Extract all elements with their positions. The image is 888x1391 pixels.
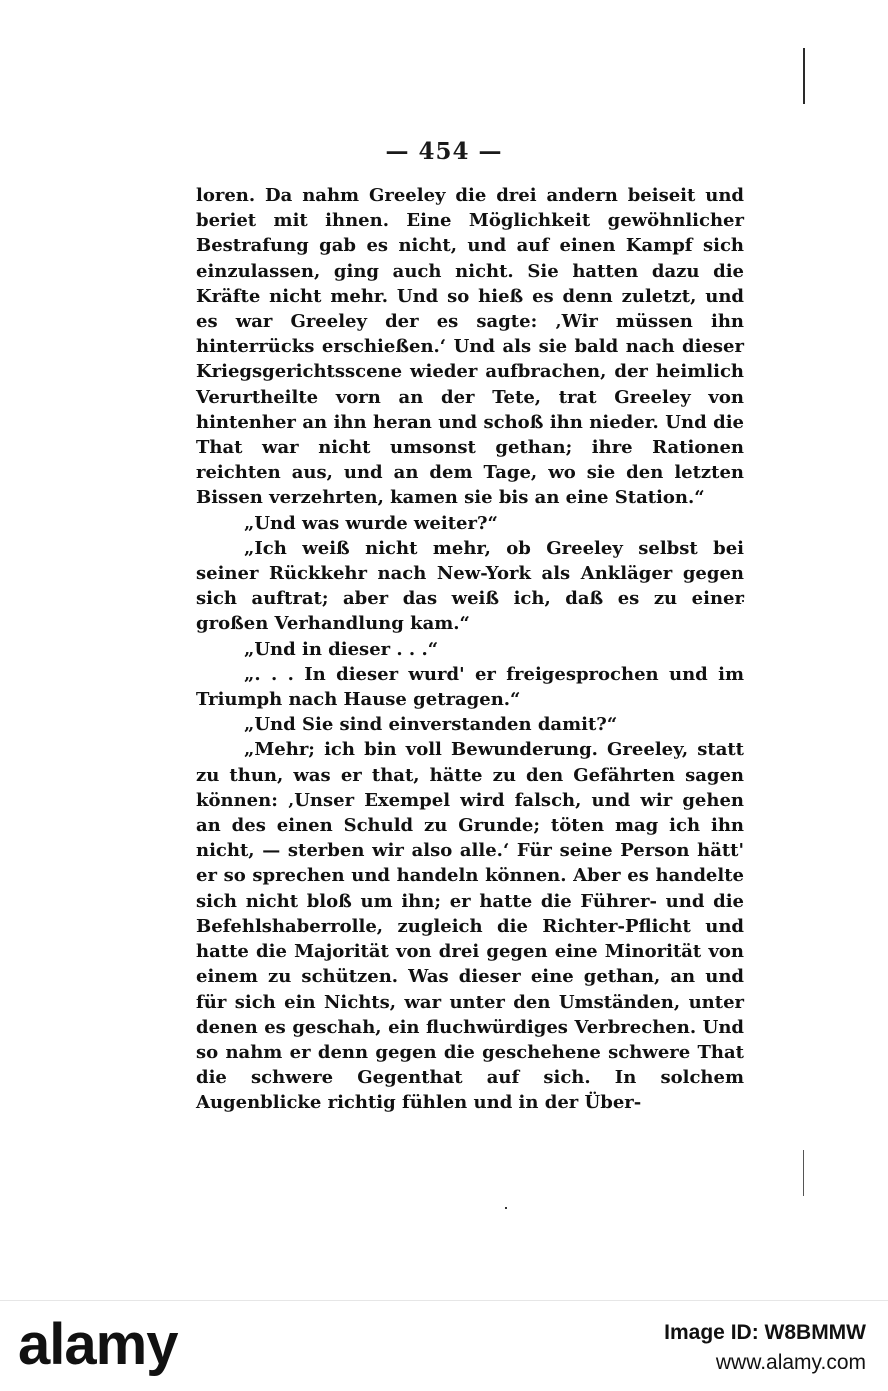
alamy-logo: alamy bbox=[18, 1312, 178, 1377]
margin-rule-bottom bbox=[803, 1150, 804, 1196]
page-number: — 454 — bbox=[385, 138, 503, 165]
paragraph: „Mehr; ich bin voll Bewunderung. Greeley, statt zu thun, was er that, hätte zu den Gefährten sagen können: ‚Unser Exempel wird falsch, und wir gehen an des einen Schuld zu Grunde; töten mag ich ihn nicht, — sterben wir also alle.‘ Für seine Person hätt' er so sprechen und handeln können. Aber es handelte sich nicht bloß um ihn; er hatte die Führer- und die Befehlshaberrolle, zugleich die Richter-Pflicht und hatte die Majorität von drei gegen eine Minorität von einem zu schützen. Was dieser eine gethan, an und für sich ein Nichts, war unter den Umständen, unter denen es geschah, ein fluchwürdiges Verbrechen. Und so nahm er denn gegen die geschehene schwere That die schwere Gegenthat auf sich. In solchem Augenblicke richtig fühlen und in der Über- bbox=[196, 739, 744, 1114]
paragraph: „. . . In dieser wurd' er freigesprochen und im Triumph nach Hause getragen.“ bbox=[196, 663, 744, 711]
paragraph: „Ich weiß nicht mehr, ob Greeley selbst bei seiner Rückkehr nach New-York als Ankläger gegen sich auftrat; aber das weiß ich, daß es zu einer großen Verhandlung kam.“ bbox=[196, 537, 744, 635]
footer-url: www.alamy.com bbox=[715, 1351, 866, 1374]
paragraph: „Und was wurde weiter?“ bbox=[244, 512, 498, 534]
margin-rule-top bbox=[803, 48, 805, 104]
body-text bbox=[196, 183, 744, 1116]
watermark-footer bbox=[0, 1300, 888, 1391]
footer-info bbox=[664, 1321, 866, 1375]
paragraph: loren. Da nahm Greeley die drei andern beiseit und beriet mit ihnen. Eine Möglichkeit gewöhnlicher Bestrafung gab es nicht, und auf einen Kampf sich einzulassen, ging auch nicht. Sie hatten dazu die Kräfte nicht mehr. Und so hieß es denn zuletzt, und es war Greeley der es sagte: ‚Wir müssen ihn hinterrücks erschießen.‘ Und als sie bald nach dieser Kriegsgerichtsscene wieder aufbrachen, der heimlich Verurtheilte vorn an der Tete, trat Greeley von hintenher an ihn heran und schoß ihn nieder. Und die That war nicht umsonst gethan; ihre Rationen reichten aus, und an dem Tage, wo sie den letzten Bissen verzehrten, kamen sie bis an eine Station.“ bbox=[196, 185, 744, 509]
scan-speck bbox=[505, 1207, 507, 1209]
paragraph: „Und in dieser . . .“ bbox=[244, 638, 439, 660]
paragraph: „Und Sie sind einverstanden damit?“ bbox=[244, 714, 618, 736]
image-id: Image ID: W8BMMW bbox=[664, 1321, 866, 1344]
